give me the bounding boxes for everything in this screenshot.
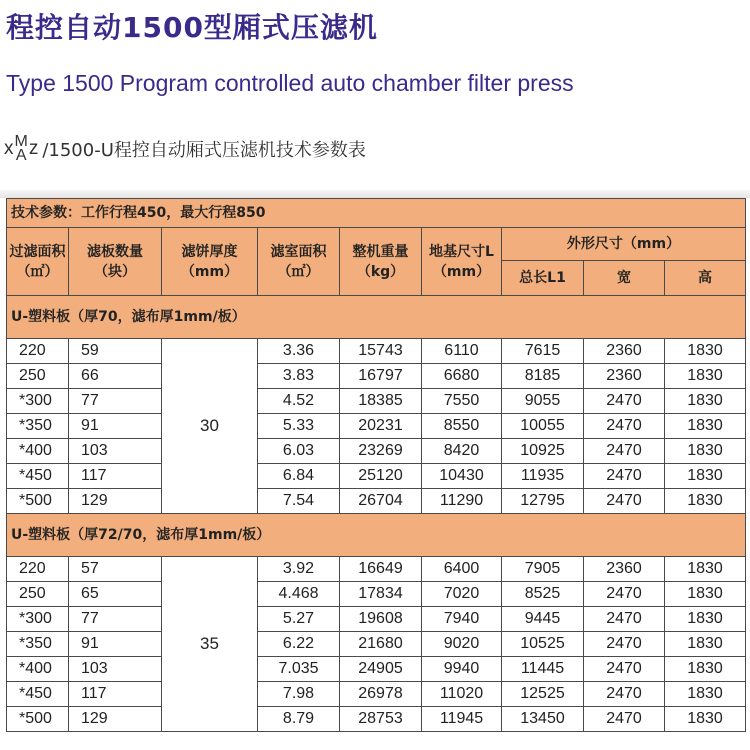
cell-foundation: 9020	[422, 632, 502, 657]
divider	[0, 190, 750, 198]
col-width: 宽	[584, 261, 665, 296]
model-code-z: z	[28, 138, 39, 159]
cell-area: *350	[7, 632, 69, 657]
cell-width: 2470	[584, 464, 665, 489]
cell-plates: 77	[69, 607, 162, 632]
cell-length: 9445	[502, 607, 584, 632]
cell-foundation: 8420	[422, 439, 502, 464]
col-area: 过滤面积 （㎡）	[7, 228, 69, 296]
cell-plates: 91	[69, 414, 162, 439]
cell-height: 1830	[665, 582, 746, 607]
table-row	[7, 389, 746, 414]
cell-weight: 26978	[340, 682, 422, 707]
cell-plates: 103	[69, 657, 162, 682]
cell-length: 11935	[502, 464, 584, 489]
cell-area: *500	[7, 489, 69, 514]
cell-height: 1830	[665, 557, 746, 582]
cell-foundation: 7550	[422, 389, 502, 414]
cell-volume: 6.22	[258, 632, 340, 657]
cell-volume: 7.54	[258, 489, 340, 514]
cell-area: *400	[7, 439, 69, 464]
page-title: 程控自动1500型厢式压滤机	[6, 11, 378, 44]
cell-length: 8185	[502, 364, 584, 389]
cell-cake: 35	[162, 557, 258, 732]
col-dims: 外形尺寸（mm）	[502, 228, 746, 261]
cell-volume: 7.98	[258, 682, 340, 707]
cell-area: *500	[7, 707, 69, 732]
cell-length: 7615	[502, 339, 584, 364]
col-foundation: 地基尺寸L （mm）	[422, 228, 502, 296]
cell-area: 250	[7, 364, 69, 389]
cell-height: 1830	[665, 489, 746, 514]
cell-plates: 117	[69, 682, 162, 707]
cell-volume: 3.92	[258, 557, 340, 582]
table-row	[7, 489, 746, 514]
model-code-a: A	[15, 147, 27, 164]
cell-length: 11445	[502, 657, 584, 682]
table-row	[7, 582, 746, 607]
cell-length: 10925	[502, 439, 584, 464]
group-label-row	[7, 296, 746, 339]
cell-foundation: 10430	[422, 464, 502, 489]
cell-area: *300	[7, 389, 69, 414]
cell-volume: 4.52	[258, 389, 340, 414]
tech-params-row	[7, 199, 746, 228]
cell-height: 1830	[665, 339, 746, 364]
model-code-x: x	[4, 138, 14, 159]
cell-height: 1830	[665, 464, 746, 489]
cell-foundation: 7020	[422, 582, 502, 607]
table-row	[7, 607, 746, 632]
cell-area: 220	[7, 557, 69, 582]
cell-area: 250	[7, 582, 69, 607]
cell-weight: 25120	[340, 464, 422, 489]
cell-cake: 30	[162, 339, 258, 514]
cell-weight: 23269	[340, 439, 422, 464]
cell-width: 2360	[584, 557, 665, 582]
cell-width: 2470	[584, 632, 665, 657]
cell-height: 1830	[665, 607, 746, 632]
cell-volume: 7.035	[258, 657, 340, 682]
cell-weight: 19608	[340, 607, 422, 632]
cell-volume: 3.36	[258, 339, 340, 364]
cell-foundation: 11945	[422, 707, 502, 732]
cell-length: 9055	[502, 389, 584, 414]
cell-height: 1830	[665, 682, 746, 707]
cell-plates: 66	[69, 364, 162, 389]
cell-height: 1830	[665, 632, 746, 657]
table-row	[7, 632, 746, 657]
cell-length: 7905	[502, 557, 584, 582]
cell-length: 8525	[502, 582, 584, 607]
group-label-row	[7, 514, 746, 557]
spec-table	[6, 198, 746, 732]
cell-foundation: 9940	[422, 657, 502, 682]
cell-width: 2470	[584, 582, 665, 607]
cell-weight: 21680	[340, 632, 422, 657]
cell-volume: 8.79	[258, 707, 340, 732]
cell-area: *450	[7, 464, 69, 489]
cell-area: *450	[7, 682, 69, 707]
cell-length: 12525	[502, 682, 584, 707]
table-title: /1500-U程控自动厢式压滤机技术参数表	[42, 140, 366, 161]
cell-length: 10525	[502, 632, 584, 657]
cell-weight: 24905	[340, 657, 422, 682]
table-row	[7, 414, 746, 439]
header-row	[7, 228, 746, 261]
table-row	[7, 707, 746, 732]
table-row	[7, 439, 746, 464]
col-plates: 滤板数量 （块）	[69, 228, 162, 296]
col-length: 总长L1	[502, 261, 584, 296]
cell-foundation: 11290	[422, 489, 502, 514]
cell-volume: 6.84	[258, 464, 340, 489]
model-code-m: M	[14, 133, 28, 150]
col-cake: 滤饼厚度 （mm）	[162, 228, 258, 296]
table-row	[7, 657, 746, 682]
cell-plates: 103	[69, 439, 162, 464]
group-label: U-塑料板（厚70，滤布厚1mm/板）	[7, 296, 746, 339]
cell-height: 1830	[665, 414, 746, 439]
cell-area: *350	[7, 414, 69, 439]
cell-plates: 129	[69, 489, 162, 514]
model-code-stack	[15, 135, 28, 163]
table-row	[7, 557, 746, 582]
cell-volume: 3.83	[258, 364, 340, 389]
cell-plates: 77	[69, 389, 162, 414]
cell-volume: 5.27	[258, 607, 340, 632]
cell-area: 220	[7, 339, 69, 364]
table-row	[7, 682, 746, 707]
cell-volume: 6.03	[258, 439, 340, 464]
col-volume: 滤室面积 （㎡）	[258, 228, 340, 296]
cell-length: 10055	[502, 414, 584, 439]
cell-weight: 26704	[340, 489, 422, 514]
cell-weight: 18385	[340, 389, 422, 414]
cell-width: 2470	[584, 439, 665, 464]
cell-volume: 4.468	[258, 582, 340, 607]
page-subtitle: Type 1500 Program controlled auto chamber filter press	[6, 70, 574, 96]
cell-weight: 15743	[340, 339, 422, 364]
cell-weight: 20231	[340, 414, 422, 439]
col-height: 高	[665, 261, 746, 296]
cell-width: 2360	[584, 339, 665, 364]
cell-width: 2470	[584, 682, 665, 707]
cell-length: 12795	[502, 489, 584, 514]
cell-height: 1830	[665, 389, 746, 414]
cell-width: 2470	[584, 389, 665, 414]
model-code	[4, 135, 38, 163]
cell-foundation: 7940	[422, 607, 502, 632]
cell-foundation: 6400	[422, 557, 502, 582]
cell-weight: 16797	[340, 364, 422, 389]
cell-height: 1830	[665, 657, 746, 682]
cell-volume: 5.33	[258, 414, 340, 439]
cell-area: *300	[7, 607, 69, 632]
model-line	[4, 128, 366, 170]
cell-width: 2470	[584, 489, 665, 514]
cell-foundation: 8550	[422, 414, 502, 439]
cell-plates: 129	[69, 707, 162, 732]
cell-plates: 91	[69, 632, 162, 657]
cell-height: 1830	[665, 707, 746, 732]
tech-params: 技术参数：工作行程450，最大行程850	[7, 199, 746, 228]
cell-plates: 65	[69, 582, 162, 607]
cell-height: 1830	[665, 364, 746, 389]
cell-plates: 117	[69, 464, 162, 489]
cell-foundation: 6680	[422, 364, 502, 389]
cell-height: 1830	[665, 439, 746, 464]
cell-width: 2470	[584, 657, 665, 682]
cell-foundation: 11020	[422, 682, 502, 707]
cell-weight: 28753	[340, 707, 422, 732]
cell-weight: 16649	[340, 557, 422, 582]
cell-weight: 17834	[340, 582, 422, 607]
cell-length: 13450	[502, 707, 584, 732]
cell-area: *400	[7, 657, 69, 682]
table-row	[7, 464, 746, 489]
cell-plates: 59	[69, 339, 162, 364]
table-row	[7, 364, 746, 389]
col-weight: 整机重量 （kg）	[340, 228, 422, 296]
table-row	[7, 339, 746, 364]
cell-width: 2470	[584, 607, 665, 632]
cell-width: 2470	[584, 707, 665, 732]
cell-plates: 57	[69, 557, 162, 582]
cell-width: 2360	[584, 364, 665, 389]
group-label: U-塑料板（厚72/70，滤布厚1mm/板）	[7, 514, 746, 557]
cell-width: 2470	[584, 414, 665, 439]
cell-foundation: 6110	[422, 339, 502, 364]
